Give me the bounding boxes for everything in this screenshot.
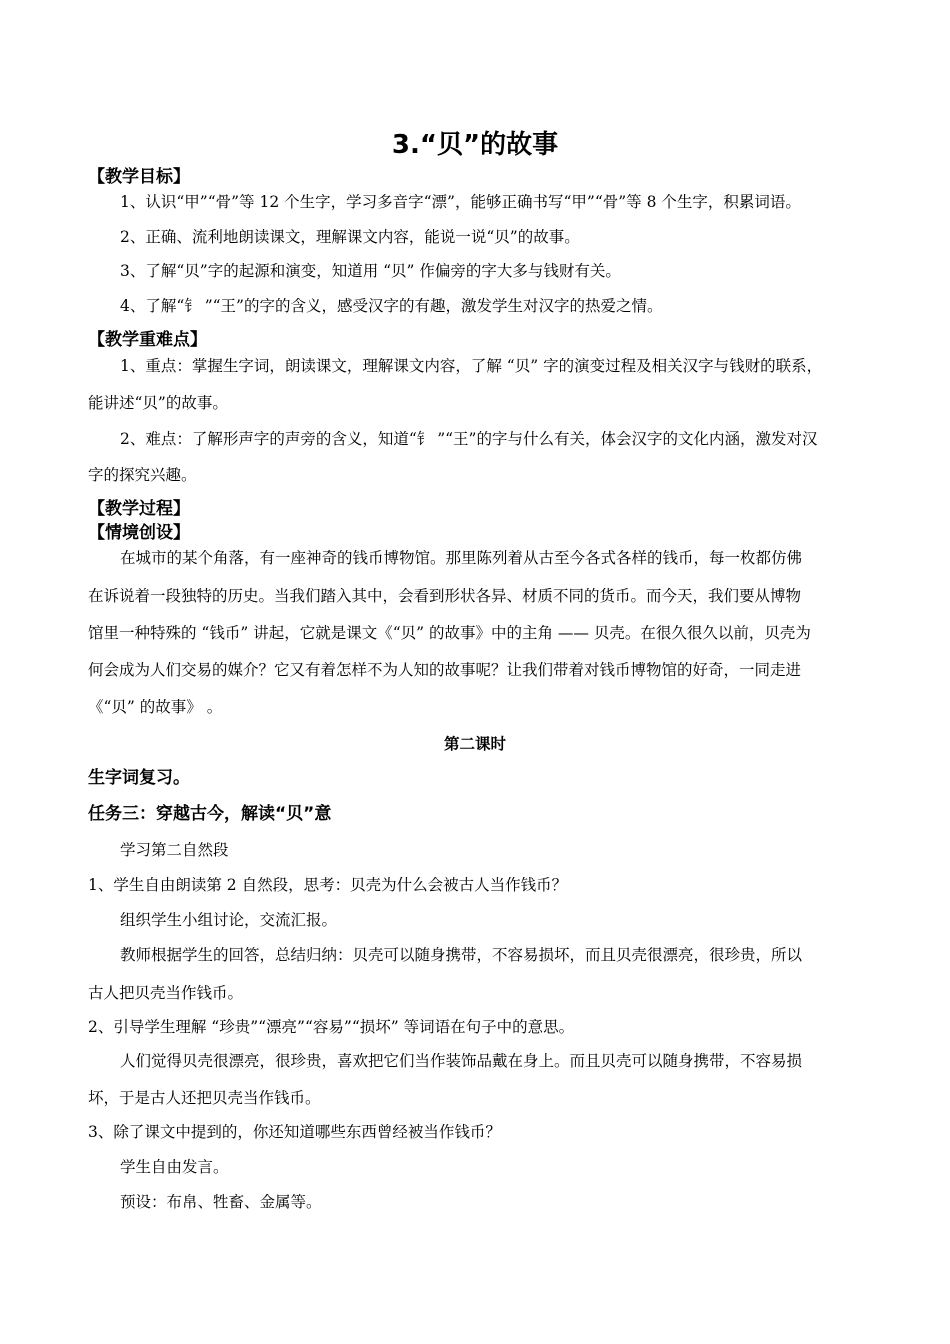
answer-text: 学生自由发言。 — [120, 1158, 229, 1176]
page-title: 3.“贝”的故事 — [391, 130, 559, 160]
scene-paragraph: 《“贝” 的故事》 。 — [88, 698, 223, 716]
answer-text: 预设：布帛、牲畜、金属等。 — [120, 1193, 322, 1211]
scene-paragraph: 在城市的某个角落，有一座神奇的钱币博物馆。那里陈列着从古至今各式各样的钱币，每一枚都仿佛 — [120, 549, 803, 567]
goal-item: 4、了解“钅 ”“王”的字的含义，感受汉字的有趣，激发学生对汉字的热爱之情。 — [120, 297, 663, 315]
study-paragraph: 学习第二自然段 — [120, 841, 229, 859]
task-heading: 任务三：穿越古今，解读“贝”意 — [88, 804, 332, 824]
question-item: 1、学生自由朗读第 2 自然段，思考：贝壳为什么会被古人当作钱币？ — [88, 876, 568, 894]
difficulty-text: 字的探究兴趣。 — [88, 466, 197, 484]
question-item: 2、引导学生理解 “珍贵”“漂亮”“容易”“损坏” 等词语在句子中的意思。 — [88, 1018, 575, 1036]
answer-text: 组织学生小组讨论，交流汇报。 — [120, 911, 338, 929]
answer-text: 古人把贝壳当作钱币。 — [88, 984, 244, 1002]
key-point-text: 能讲述“贝”的故事。 — [88, 394, 228, 412]
lesson-heading: 第二课时 — [443, 735, 506, 753]
process-heading: 【教学过程】 — [88, 499, 190, 519]
key-difficulty-heading: 【教学重难点】 — [88, 330, 207, 350]
difficulty-text: 2、难点：了解形声字的声旁的含义，知道“钅 ”“王”的字与什么有关，体会汉字的文化内涵，激发对汉 — [120, 430, 818, 448]
scene-paragraph: 何会成为人们交易的媒介？它又有着怎样不为人知的故事呢？让我们带着对钱币博物馆的好奇，一同走进 — [88, 661, 802, 679]
scene-paragraph: 馆里一种特殊的 “钱币” 讲起，它就是课文《“贝” 的故事》中的主角 —— 贝壳。在很久很久以前，贝壳为 — [88, 624, 811, 642]
goal-item: 1、认识“甲”“骨”等 12 个生字，学习多音字“漂”，能够正确书写“甲”“骨”等 8 个生字，积累词语。 — [120, 193, 801, 211]
review-heading: 生字词复习。 — [88, 768, 190, 788]
scene-paragraph: 在诉说着一段独特的历史。当我们踏入其中，会看到形状各异、材质不同的货币。而今天，我们要从博物 — [88, 587, 802, 605]
goals-heading: 【教学目标】 — [88, 167, 190, 187]
goal-item: 3、了解“贝”字的起源和演变，知道用 “贝” 作偏旁的字大多与钱财有关。 — [120, 262, 621, 280]
key-point-text: 1、重点：掌握生字词，朗读课文，理解课文内容，了解 “贝” 字的演变过程及相关汉字与钱财的联系， — [120, 357, 823, 375]
goal-item: 2、正确、流利地朗读课文，理解课文内容，能说一说“贝”的故事。 — [120, 228, 580, 246]
question-item: 3、除了课文中提到的，你还知道哪些东西曾经被当作钱币？ — [88, 1123, 501, 1141]
answer-text: 人们觉得贝壳很漂亮，很珍贵，喜欢把它们当作装饰品戴在身上。而且贝壳可以随身携带，不容易损 — [120, 1052, 803, 1070]
answer-text: 教师根据学生的回答，总结归纳：贝壳可以随身携带，不容易损坏，而且贝壳很漂亮，很珍贵，所以 — [120, 946, 803, 964]
answer-text: 坏，于是古人还把贝壳当作钱币。 — [88, 1089, 321, 1107]
scene-heading: 【情境创设】 — [88, 523, 190, 543]
